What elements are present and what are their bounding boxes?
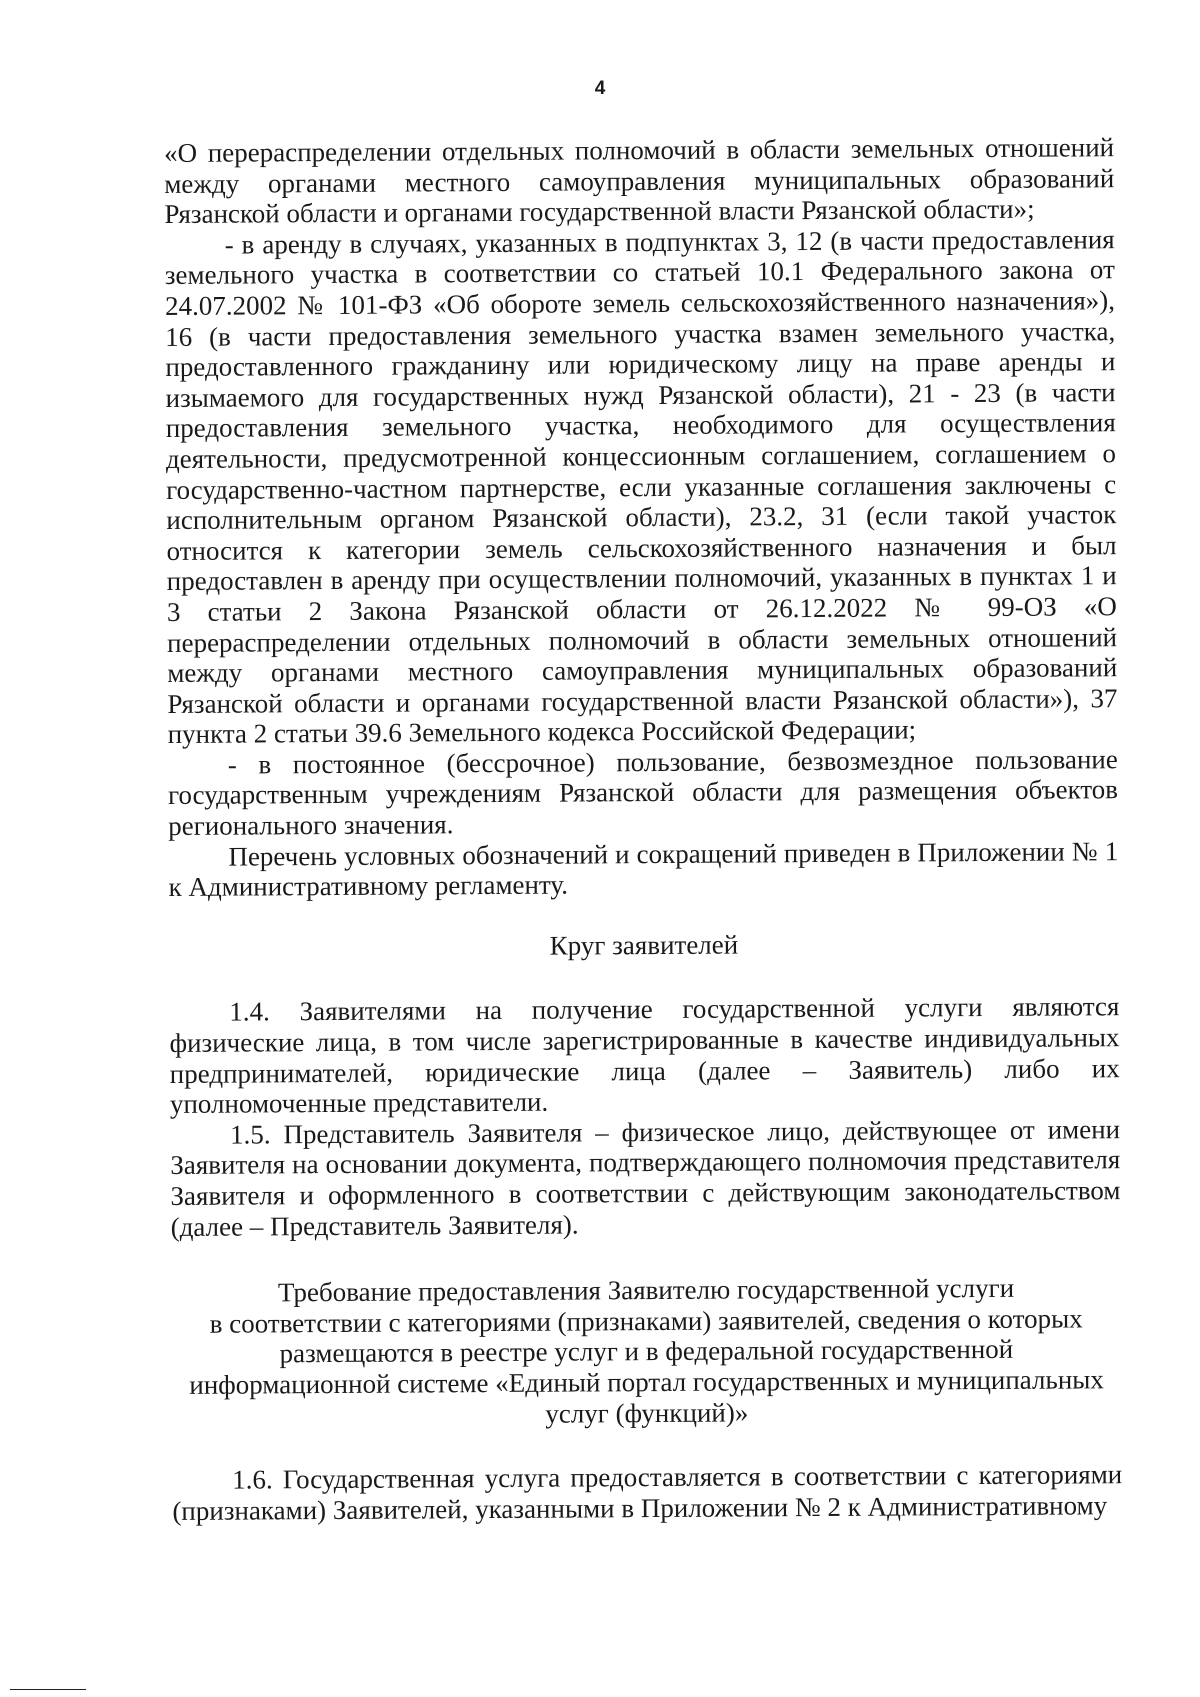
paragraph-permanent-use: - в постоянное (бессрочное) пользование, безвозмездное пользование государственным учреждениям Рязанской области для размещения объектов регионального значения. (167, 744, 1119, 842)
page-number: 4 (594, 78, 606, 99)
paragraph-1-5: 1.5. Представитель Заявителя – физическое лицо, действующее от имени Заявителя на основании документа, подтверждающего полномочия представителя Заявителя и оформленного в соответствии с действующим законодательством (далее – Представитель Заявителя). (170, 1113, 1121, 1242)
paragraph-1-6: 1.6. Государственная услуга предоставляется в соответствии с категориями (признаками) Заявителей, указанными в Приложении № 2 к Административному (172, 1459, 1123, 1526)
paragraph-law-title-continuation: «О перераспределении отдельных полномочий в области земельных отношений между органами местного самоуправления муниципальных образований Рязанской области и органами государственной власти Рязанской области»; (164, 132, 1115, 230)
heading-line: в соответствии с категориями (признаками) заявителей, сведения о которых (209, 1303, 1083, 1339)
scan-edge-line (10, 1689, 86, 1690)
document-body (164, 132, 1122, 1526)
paragraph-abbreviations-reference: Перечень условных обозначений и сокращений приведен в Приложении № 1 к Административному регламенту. (168, 835, 1119, 903)
heading-line: информационной системе «Единый портал государственных и муниципальных (189, 1364, 1104, 1400)
heading-line: Требование предоставления Заявителю государственной услуги (277, 1273, 1015, 1308)
paragraph-1-4: 1.4. Заявителями на получение государственной услуги являются физические лица, в том числе зарегистрированные в качестве индивидуальных предпринимателей, юридические лица (далее – Заявитель) либо их уполномоченные представители. (169, 991, 1120, 1120)
section-heading-requirement (171, 1272, 1122, 1431)
paragraph-lease-cases: - в аренду в случаях, указанных в подпунктах 3, 12 (в части предоставления земельного участка в соответствии со статьей 10.1 Федерального закона от 24.07.2002 № 101-ФЗ «Об обороте земель сельскохозяйственного назначения»), 16 (в части предоставления земельного участка взамен земельного участка, предоставленного гражданину или юридическому лицу на праве аренды и изымаемого для государственных нужд Рязанской области), 21 - 23 (в части предоставления земельного участка, необходимого для осуществления деятельности, предусмотренной концессионным соглашением, соглашением о государственно-частном партнерстве, если указанные соглашения заключены с исполнительным органом Рязанской области), 23.2, 31 (если такой участок относится к категории земель сельскохозяйственного назначения и был предоставлен в аренду при осуществлении полномочий, указанных в пунктах 1 и 3 статьи 2 Закона Рязанской области от 26.12.2022 № 99-ОЗ «О перераспределении отдельных полномочий в области земельных отношений между органами местного самоуправления муниципальных образований Рязанской области и органами государственной власти Рязанской области»), 37 пункта 2 статьи 39.6 Земельного кодекса Российской Федерации; (164, 223, 1118, 750)
section-heading-applicants: Круг заявителей (549, 929, 739, 961)
heading-line: услуг (функций)» (545, 1397, 749, 1429)
heading-line: размещаются в реестре услуг и в федеральной государственной (279, 1334, 1014, 1369)
